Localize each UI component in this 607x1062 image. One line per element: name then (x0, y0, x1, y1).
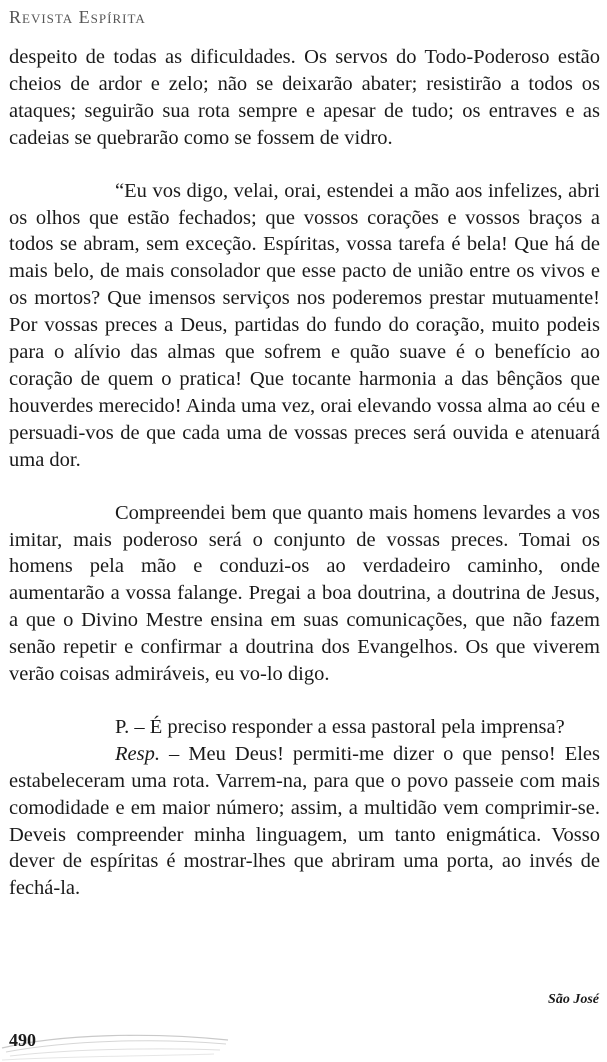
paragraph-3: Compreendei bem que quanto mais homens levardes a vos imitar, mais poderoso será o conjunto de vossas preces. Tomai os homens pela mão e conduzi-os ao verdadeiro caminho, onde aumentarão a vossa falange. Pregai a boa doutrina, a doutrina de Jesus, a que o Divino Mestre ensina em suas comunicações, que não fazem senão repetir e confirmar a doutrina dos Evangelhos. Os que viverem verão coisas admiráveis, eu vo-lo digo. (9, 501, 600, 686)
answer-paragraph (9, 741, 600, 902)
page-number: 490 (9, 1030, 36, 1050)
signature: São José (548, 992, 599, 1007)
question-paragraph: P. – É preciso responder a essa pastoral pela imprensa? (115, 715, 565, 738)
running-header: Revista Espírita (9, 7, 146, 27)
answer-text: – Meu Deus! permiti-me dizer o que penso! Eles estabeleceram uma rota. Varrem-na, para que o povo passeie com mais comodidade e em maior número; assim, a multidão vem comprimir-se. Deveis compreender minha linguagem, um tanto enigmática. Vosso dever de espíritas é mostrar-lhes que abriram uma porta, ao invés de fechá-la. (9, 742, 600, 900)
paragraph-2: “Eu vos digo, velai, orai, estendei a mão aos infelizes, abri os olhos que estão fechados; que vossos corações e vossos braços a todos se abram, sem exceção. Espíritas, vossa tarefa é bela! Que há de mais belo, de mais consolador que esse pacto de união entre os vivos e os mortos? Que imensos serviços nos poderemos prestar mutuamente! Por vossas preces a Deus, partidas do fundo do coração, muito podeis para o alívio das almas que sofrem e quão suave é o benefício ao coração de quem o pratica! Que tocante harmonia a das bênçãos que houverdes merecido! Ainda uma vez, orai elevando vossa alma ao céu e persuadi-vos de que cada uma de vossas preces será ouvida e atenuará uma dor. (9, 179, 600, 471)
answer-label: Resp. (115, 742, 160, 765)
body-text (9, 44, 600, 928)
paragraph-1: despeito de todas as dificuldades. Os servos do Todo-Poderoso estão cheios de ardor e zelo; não se deixarão abater; resistirão a todos os ataques; seguirão sua rota sempre e apesar de tudo; os entraves e as cadeias se quebrarão como se fossem de vidro. (9, 46, 600, 149)
